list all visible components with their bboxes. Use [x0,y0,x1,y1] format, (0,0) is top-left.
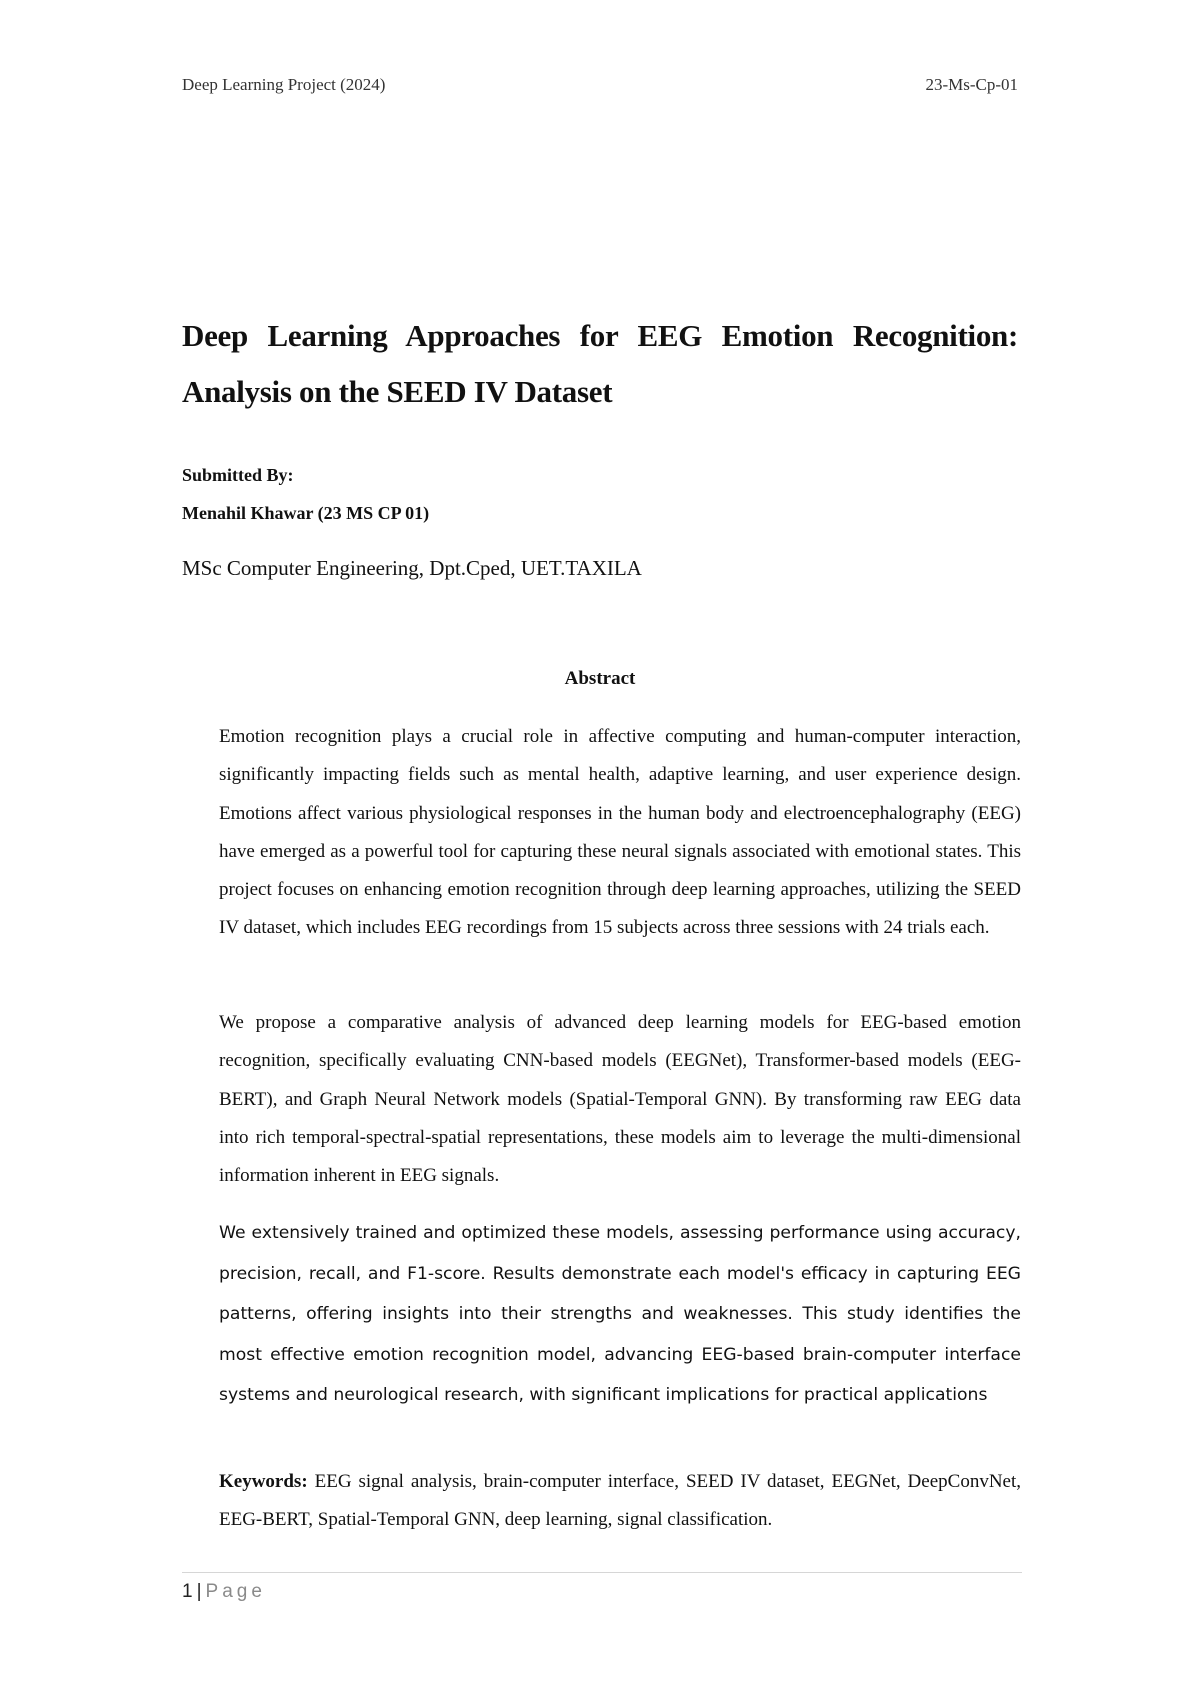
page-number: 1 [182,1581,193,1602]
page-word: Page [205,1581,266,1602]
running-header-left: Deep Learning Project (2024) [182,75,386,94]
footer-divider [182,1572,1022,1573]
page-footer [182,1581,266,1603]
running-header-right: 23-Ms-Cp-01 [925,75,1018,94]
keywords [219,1463,1021,1540]
abstract-paragraph-3: We extensively trained and optimized these models, assessing performance using accuracy, precision, recall, and F1-score. Results demonstrate each model's efficacy in capturing EEG patterns, offering insights into their strengths and weaknesses. This study identifies the most effective emotion recognition model, advancing EEG-based brain-computer interface systems and neurological research, with significant implications for practical applications [219,1223,1021,1406]
abstract-paragraph-2: We propose a comparative analysis of advanced deep learning models for EEG-based emotion recognition, specifically evaluating CNN-based models (EEGNet), Transformer-based models (EEG-BERT), and Graph Neural Network models (Spatial-Temporal GNN). By transforming raw EEG data into rich temporal-spectral-spatial representations, these models aim to leverage the multi-dimensional information inherent in EEG signals. [219,1012,1021,1187]
paper-title: Deep Learning Approaches for EEG Emotion Recognition: Analysis on the SEED IV Dataset [182,318,1018,409]
abstract-heading: Abstract [564,668,636,689]
keywords-label: Keywords: [219,1471,308,1492]
abstract-paragraph-1: Emotion recognition plays a crucial role in affective computing and human-computer interaction, significantly impacting fields such as mental health, adaptive learning, and user experience design. Emotions affect various physiological responses in the human body and electroencephalography (EEG) have emerged as a powerful tool for capturing these neural signals associated with emotional states. This project focuses on enhancing emotion recognition through deep learning approaches, utilizing the SEED IV dataset, which includes EEG recordings from 15 subjects across three sessions with 24 trials each. [219,726,1021,939]
page-separator: | [196,1581,202,1602]
keywords-text: EEG signal analysis, brain-computer interface, SEED IV dataset, EEGNet, DeepConvNet, EEG-BERT, Spatial-Temporal GNN, deep learning, signal classification. [219,1471,1022,1531]
submitted-by-label: Submitted By: [182,465,294,485]
author-affiliation: MSc Computer Engineering, Dpt.Cped, UET.TAXILA [182,556,642,580]
author-name: Menahil Khawar (23 MS CP 01) [182,503,430,523]
